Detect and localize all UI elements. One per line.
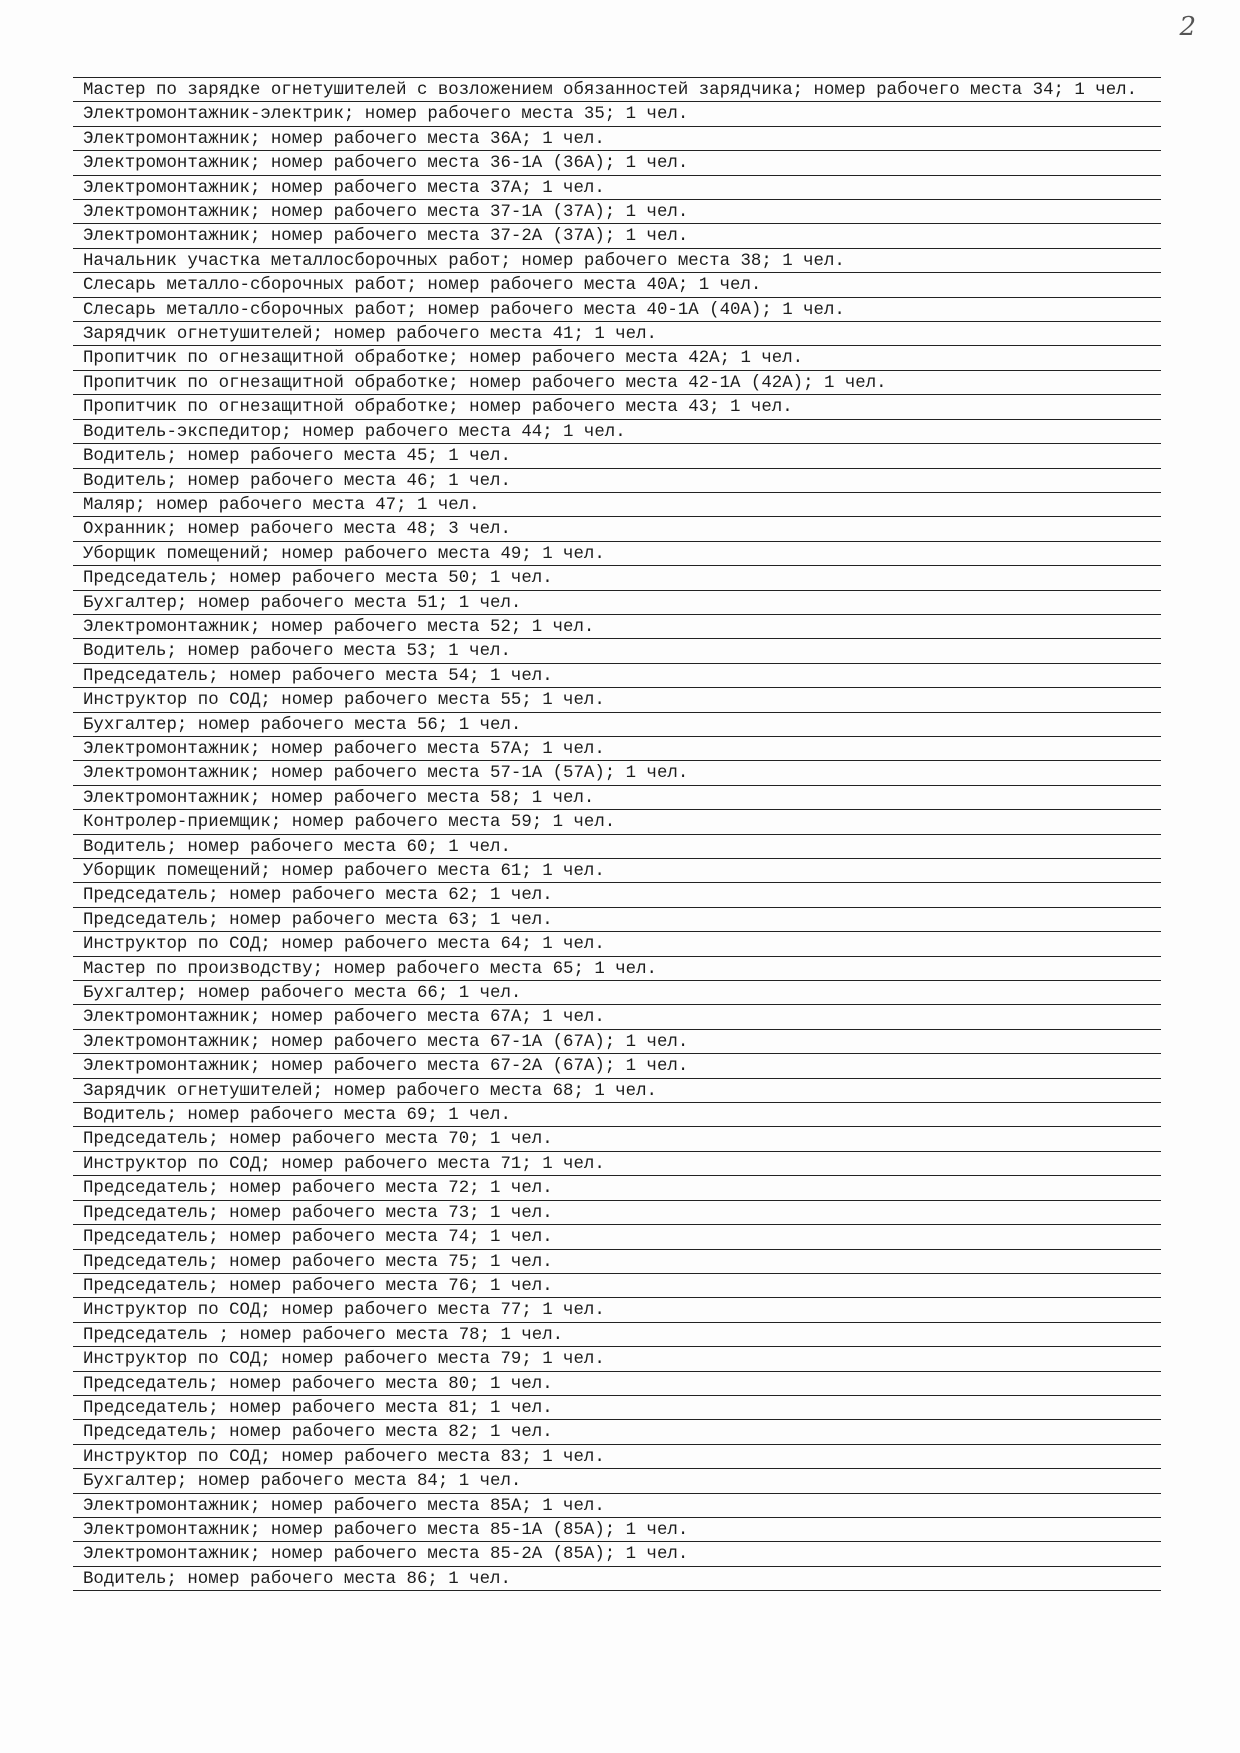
list-row: Электромонтажник; номер рабочего места 85-2А (85А); 1 чел. — [73, 1542, 1161, 1566]
list-row: Председатель; номер рабочего места 63; 1 чел. — [73, 908, 1161, 932]
list-row: Бухгалтер; номер рабочего места 51; 1 чел. — [73, 591, 1161, 615]
list-row: Инструктор по СОД; номер рабочего места 55; 1 чел. — [73, 688, 1161, 712]
list-row: Электромонтажник; номер рабочего места 52; 1 чел. — [73, 615, 1161, 639]
list-row: Водитель; номер рабочего места 45; 1 чел. — [73, 444, 1161, 468]
page-number-mark: 2 — [1179, 12, 1196, 42]
list-row: Председатель; номер рабочего места 75; 1 чел. — [73, 1250, 1161, 1274]
list-row: Маляр; номер рабочего места 47; 1 чел. — [73, 493, 1161, 517]
list-row: Слесарь металло-сборочных работ; номер рабочего места 40А; 1 чел. — [73, 273, 1161, 297]
list-row: Электромонтажник; номер рабочего места 57-1А (57А); 1 чел. — [73, 761, 1161, 785]
list-row: Электромонтажник; номер рабочего места 57А; 1 чел. — [73, 737, 1161, 761]
list-row: Пропитчик по огнезащитной обработке; номер рабочего места 42-1А (42А); 1 чел. — [73, 371, 1161, 395]
list-row: Бухгалтер; номер рабочего места 66; 1 чел. — [73, 981, 1161, 1005]
list-row: Электромонтажник; номер рабочего места 36А; 1 чел. — [73, 127, 1161, 151]
list-row: Председатель; номер рабочего места 73; 1 чел. — [73, 1201, 1161, 1225]
list-row: Председатель; номер рабочего места 62; 1 чел. — [73, 883, 1161, 907]
list-row: Водитель; номер рабочего места 69; 1 чел. — [73, 1103, 1161, 1127]
list-row: Электромонтажник-электрик; номер рабочего места 35; 1 чел. — [73, 102, 1161, 126]
list-row: Уборщик помещений; номер рабочего места 61; 1 чел. — [73, 859, 1161, 883]
list-row: Электромонтажник; номер рабочего места 58; 1 чел. — [73, 786, 1161, 810]
list-row: Председатель; номер рабочего места 72; 1 чел. — [73, 1176, 1161, 1200]
list-row: Председатель; номер рабочего места 54; 1 чел. — [73, 664, 1161, 688]
workplace-list — [73, 77, 1161, 1591]
list-row: Электромонтажник; номер рабочего места 67А; 1 чел. — [73, 1005, 1161, 1029]
list-row: Мастер по зарядке огнетушителей с возложением обязанностей зарядчика; номер рабочего места 34; 1 чел. — [73, 78, 1161, 102]
list-row: Уборщик помещений; номер рабочего места 49; 1 чел. — [73, 542, 1161, 566]
list-row: Председатель; номер рабочего места 82; 1 чел. — [73, 1420, 1161, 1444]
list-row: Электромонтажник; номер рабочего места 67-2А (67А); 1 чел. — [73, 1054, 1161, 1078]
list-row: Электромонтажник; номер рабочего места 85А; 1 чел. — [73, 1494, 1161, 1518]
list-row: Бухгалтер; номер рабочего места 56; 1 чел. — [73, 713, 1161, 737]
list-row: Председатель; номер рабочего места 80; 1 чел. — [73, 1372, 1161, 1396]
list-row: Председатель; номер рабочего места 70; 1 чел. — [73, 1127, 1161, 1151]
list-row: Пропитчик по огнезащитной обработке; номер рабочего места 42А; 1 чел. — [73, 346, 1161, 370]
list-row: Инструктор по СОД; номер рабочего места 64; 1 чел. — [73, 932, 1161, 956]
list-row: Мастер по производству; номер рабочего места 65; 1 чел. — [73, 957, 1161, 981]
list-row: Председатель; номер рабочего места 74; 1 чел. — [73, 1225, 1161, 1249]
list-row: Водитель; номер рабочего места 46; 1 чел. — [73, 469, 1161, 493]
list-row: Электромонтажник; номер рабочего места 37-2А (37А); 1 чел. — [73, 224, 1161, 248]
list-row: Пропитчик по огнезащитной обработке; номер рабочего места 43; 1 чел. — [73, 395, 1161, 419]
list-row: Инструктор по СОД; номер рабочего места 83; 1 чел. — [73, 1445, 1161, 1469]
list-row: Инструктор по СОД; номер рабочего места 71; 1 чел. — [73, 1152, 1161, 1176]
list-row: Электромонтажник; номер рабочего места 37-1А (37А); 1 чел. — [73, 200, 1161, 224]
list-row: Инструктор по СОД; номер рабочего места 77; 1 чел. — [73, 1298, 1161, 1322]
list-row: Электромонтажник; номер рабочего места 37А; 1 чел. — [73, 176, 1161, 200]
list-row: Водитель-экспедитор; номер рабочего места 44; 1 чел. — [73, 420, 1161, 444]
list-row: Электромонтажник; номер рабочего места 85-1А (85А); 1 чел. — [73, 1518, 1161, 1542]
list-row: Зарядчик огнетушителей; номер рабочего места 68; 1 чел. — [73, 1079, 1161, 1103]
list-row: Слесарь металло-сборочных работ; номер рабочего места 40-1А (40А); 1 чел. — [73, 298, 1161, 322]
list-row: Начальник участка металлосборочных работ; номер рабочего места 38; 1 чел. — [73, 249, 1161, 273]
list-row: Председатель ; номер рабочего места 78; 1 чел. — [73, 1323, 1161, 1347]
list-row: Водитель; номер рабочего места 60; 1 чел. — [73, 835, 1161, 859]
list-row: Инструктор по СОД; номер рабочего места 79; 1 чел. — [73, 1347, 1161, 1371]
list-row: Председатель; номер рабочего места 76; 1 чел. — [73, 1274, 1161, 1298]
list-row: Контролер-приемщик; номер рабочего места 59; 1 чел. — [73, 810, 1161, 834]
list-row: Электромонтажник; номер рабочего места 36-1А (36А); 1 чел. — [73, 151, 1161, 175]
list-row: Водитель; номер рабочего места 53; 1 чел. — [73, 639, 1161, 663]
list-row: Водитель; номер рабочего места 86; 1 чел. — [73, 1567, 1161, 1591]
list-row: Зарядчик огнетушителей; номер рабочего места 41; 1 чел. — [73, 322, 1161, 346]
list-row: Председатель; номер рабочего места 50; 1 чел. — [73, 566, 1161, 590]
list-row: Бухгалтер; номер рабочего места 84; 1 чел. — [73, 1469, 1161, 1493]
list-row: Охранник; номер рабочего места 48; 3 чел. — [73, 517, 1161, 541]
list-row: Председатель; номер рабочего места 81; 1 чел. — [73, 1396, 1161, 1420]
list-row: Электромонтажник; номер рабочего места 67-1А (67А); 1 чел. — [73, 1030, 1161, 1054]
